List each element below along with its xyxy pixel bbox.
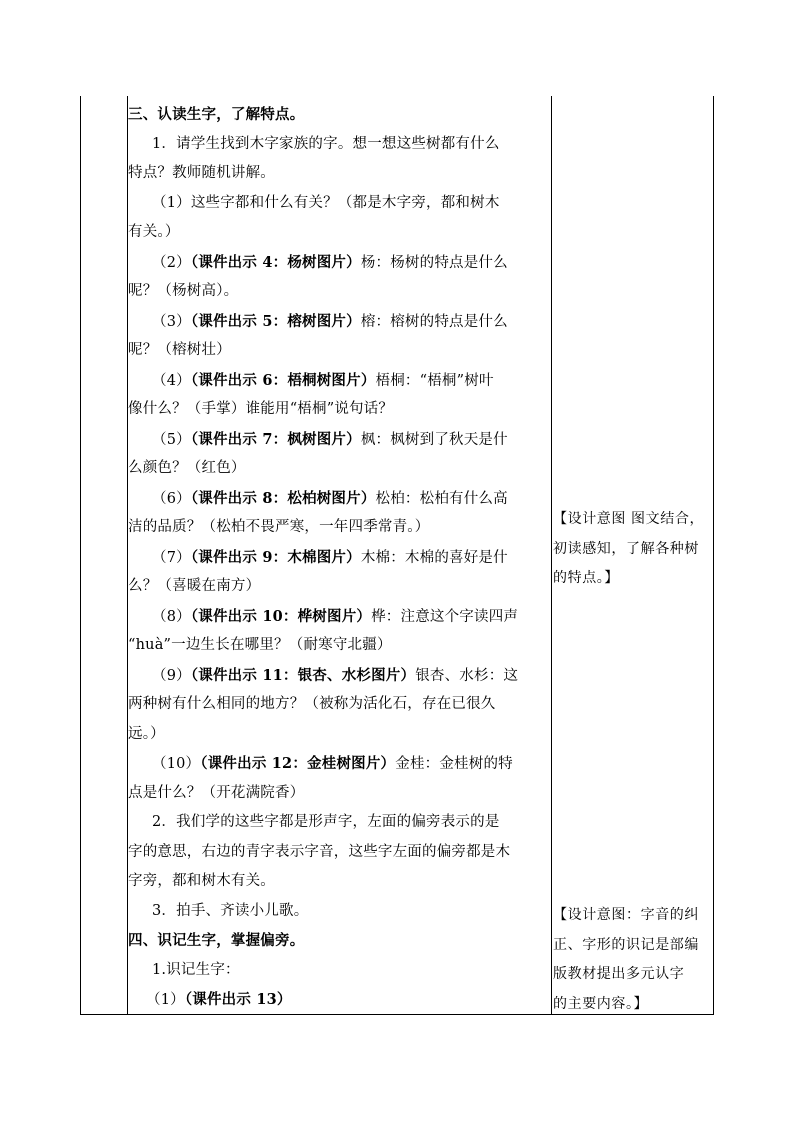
question-1-line-1: （1）这些字都和什么有关？（都是木字旁，都和树木 [152, 194, 500, 211]
question-4-number: （4） [152, 372, 191, 389]
section-4-sub-1-number: （1） [146, 992, 185, 1008]
question-9-line-3: 远。） [128, 725, 165, 742]
note-2-line-1: 【设计意图：字音的纠 [553, 907, 699, 923]
section-3-heading: 三、认读生字，了解特点。 [128, 106, 305, 123]
question-10-number: （10） [152, 756, 201, 772]
question-10-slide-ref: （课件出示 12：金桂树图片） [200, 755, 396, 772]
section-4-heading: 四、识记生字，掌握偏旁。 [128, 932, 305, 949]
question-6-number: （6） [152, 490, 191, 507]
question-1-line-2: 有关。） [128, 224, 180, 240]
question-6-slide-ref: （课件出示 8：松柏树图片） [190, 489, 376, 507]
question-10-text: 金桂：金桂树的特 [395, 756, 513, 772]
question-2-line-2: 呢？（杨树高）。 [128, 283, 239, 299]
question-7-number: （7） [152, 549, 191, 566]
question-9-number: （9） [152, 667, 191, 684]
teaching-process-cell [128, 100, 550, 1015]
question-2-line-1 [128, 248, 550, 278]
question-7-slide-ref: （课件出示 9：木棉图片） [190, 548, 361, 566]
item-2-line-1: 2．我们学的这些字都是形声字，左面的偏旁表示的是 [152, 814, 500, 830]
question-9-line-2: 两种树有什么相同的地方？（被称为活化石，存在已很久 [128, 696, 496, 712]
design-intent-note-1 [553, 505, 713, 594]
question-2-text: 杨：杨树的特点是什么 [360, 254, 508, 271]
note-1-line-2: 初读感知，了解各种树 [553, 540, 699, 557]
question-3-number: （3） [152, 313, 191, 330]
question-6-text: 松柏：松柏有什么高 [375, 490, 508, 507]
table-border-right [713, 96, 714, 1015]
question-3-line-1 [128, 307, 550, 337]
note-1-line-1: 【设计意图 图文结合， [553, 511, 705, 527]
note-1-line-3: 的特点。】 [553, 570, 619, 586]
question-8-line-1 [128, 602, 550, 632]
item-1-line-1: 1．请学生找到木字家族的字。想一想这些树都有什么 [152, 135, 500, 152]
question-9-text: 银杏、水杉：这 [415, 667, 519, 684]
section-4-sub-1-slide-ref: （课件出示 13） [184, 991, 292, 1008]
table-border-left [80, 96, 81, 1015]
question-6-line-2: 洁的品质？（松柏不畏严寒，一年四季常青。） [128, 519, 430, 535]
question-9-line-1 [128, 661, 550, 691]
question-7-text: 木棉：木棉的喜好是什 [360, 549, 508, 566]
design-intent-note-2 [553, 901, 713, 1019]
question-4-line-2: 像什么？（手掌）谁能用“梧桐”说句话？ [128, 401, 394, 417]
question-5-line-2: 么颜色？（红色） [128, 460, 246, 476]
question-10-line-2: 点是什么？（开花满院香） [128, 784, 305, 801]
table-column-divider-2 [551, 96, 552, 1015]
item-3: 3．拍手、齐读小儿歌。 [152, 902, 309, 919]
note-2-line-3: 版教材提出多元认字 [553, 966, 685, 982]
question-4-text: 梧桐：“梧桐”树叶 [375, 372, 494, 389]
question-8-number: （8） [152, 608, 191, 625]
section-4-sub-1 [128, 985, 550, 1015]
question-5-slide-ref: （课件出示 7：枫树图片） [190, 430, 361, 448]
question-4-line-1 [128, 366, 550, 396]
question-8-text: 桦：注意这个字读四声 [371, 608, 519, 625]
question-3-slide-ref: （课件出示 5：榕树图片） [190, 312, 361, 330]
question-8-line-2: “huà”一边生长在哪里？（耐寒守北疆） [128, 637, 392, 653]
question-7-line-1 [128, 543, 550, 573]
item-2-line-2: 字的意思，右边的青字表示字音，这些字左面的偏旁都是木 [128, 843, 511, 860]
question-2-number: （2） [152, 254, 191, 271]
question-3-text: 榕：榕树的特点是什么 [360, 313, 508, 330]
question-5-number: （5） [152, 431, 191, 448]
item-1-line-2: 特点？教师随机讲解。 [128, 165, 275, 181]
section-4-item-1: 1.识记生字： [152, 961, 240, 978]
question-5-line-1 [128, 425, 550, 455]
note-2-line-4: 的主要内容。】 [553, 995, 649, 1012]
question-7-line-2: 么？（喜暖在南方） [128, 578, 261, 594]
question-10-line-1 [128, 749, 550, 779]
question-6-line-1 [128, 484, 550, 514]
question-8-slide-ref: （课件出示 10：桦树图片） [190, 607, 372, 625]
question-3-line-2: 呢？（榕树壮） [128, 342, 231, 358]
note-2-line-2: 正、字形的识记是部编 [553, 936, 699, 953]
item-2-line-3: 字旁，都和树木有关。 [128, 873, 275, 889]
question-2-slide-ref: （课件出示 4：杨树图片） [190, 253, 361, 271]
question-9-slide-ref: （课件出示 11：银杏、水杉图片） [190, 666, 416, 684]
question-5-text: 枫：枫树到了秋天是什 [360, 431, 508, 448]
question-4-slide-ref: （课件出示 6：梧桐树图片） [190, 371, 376, 389]
